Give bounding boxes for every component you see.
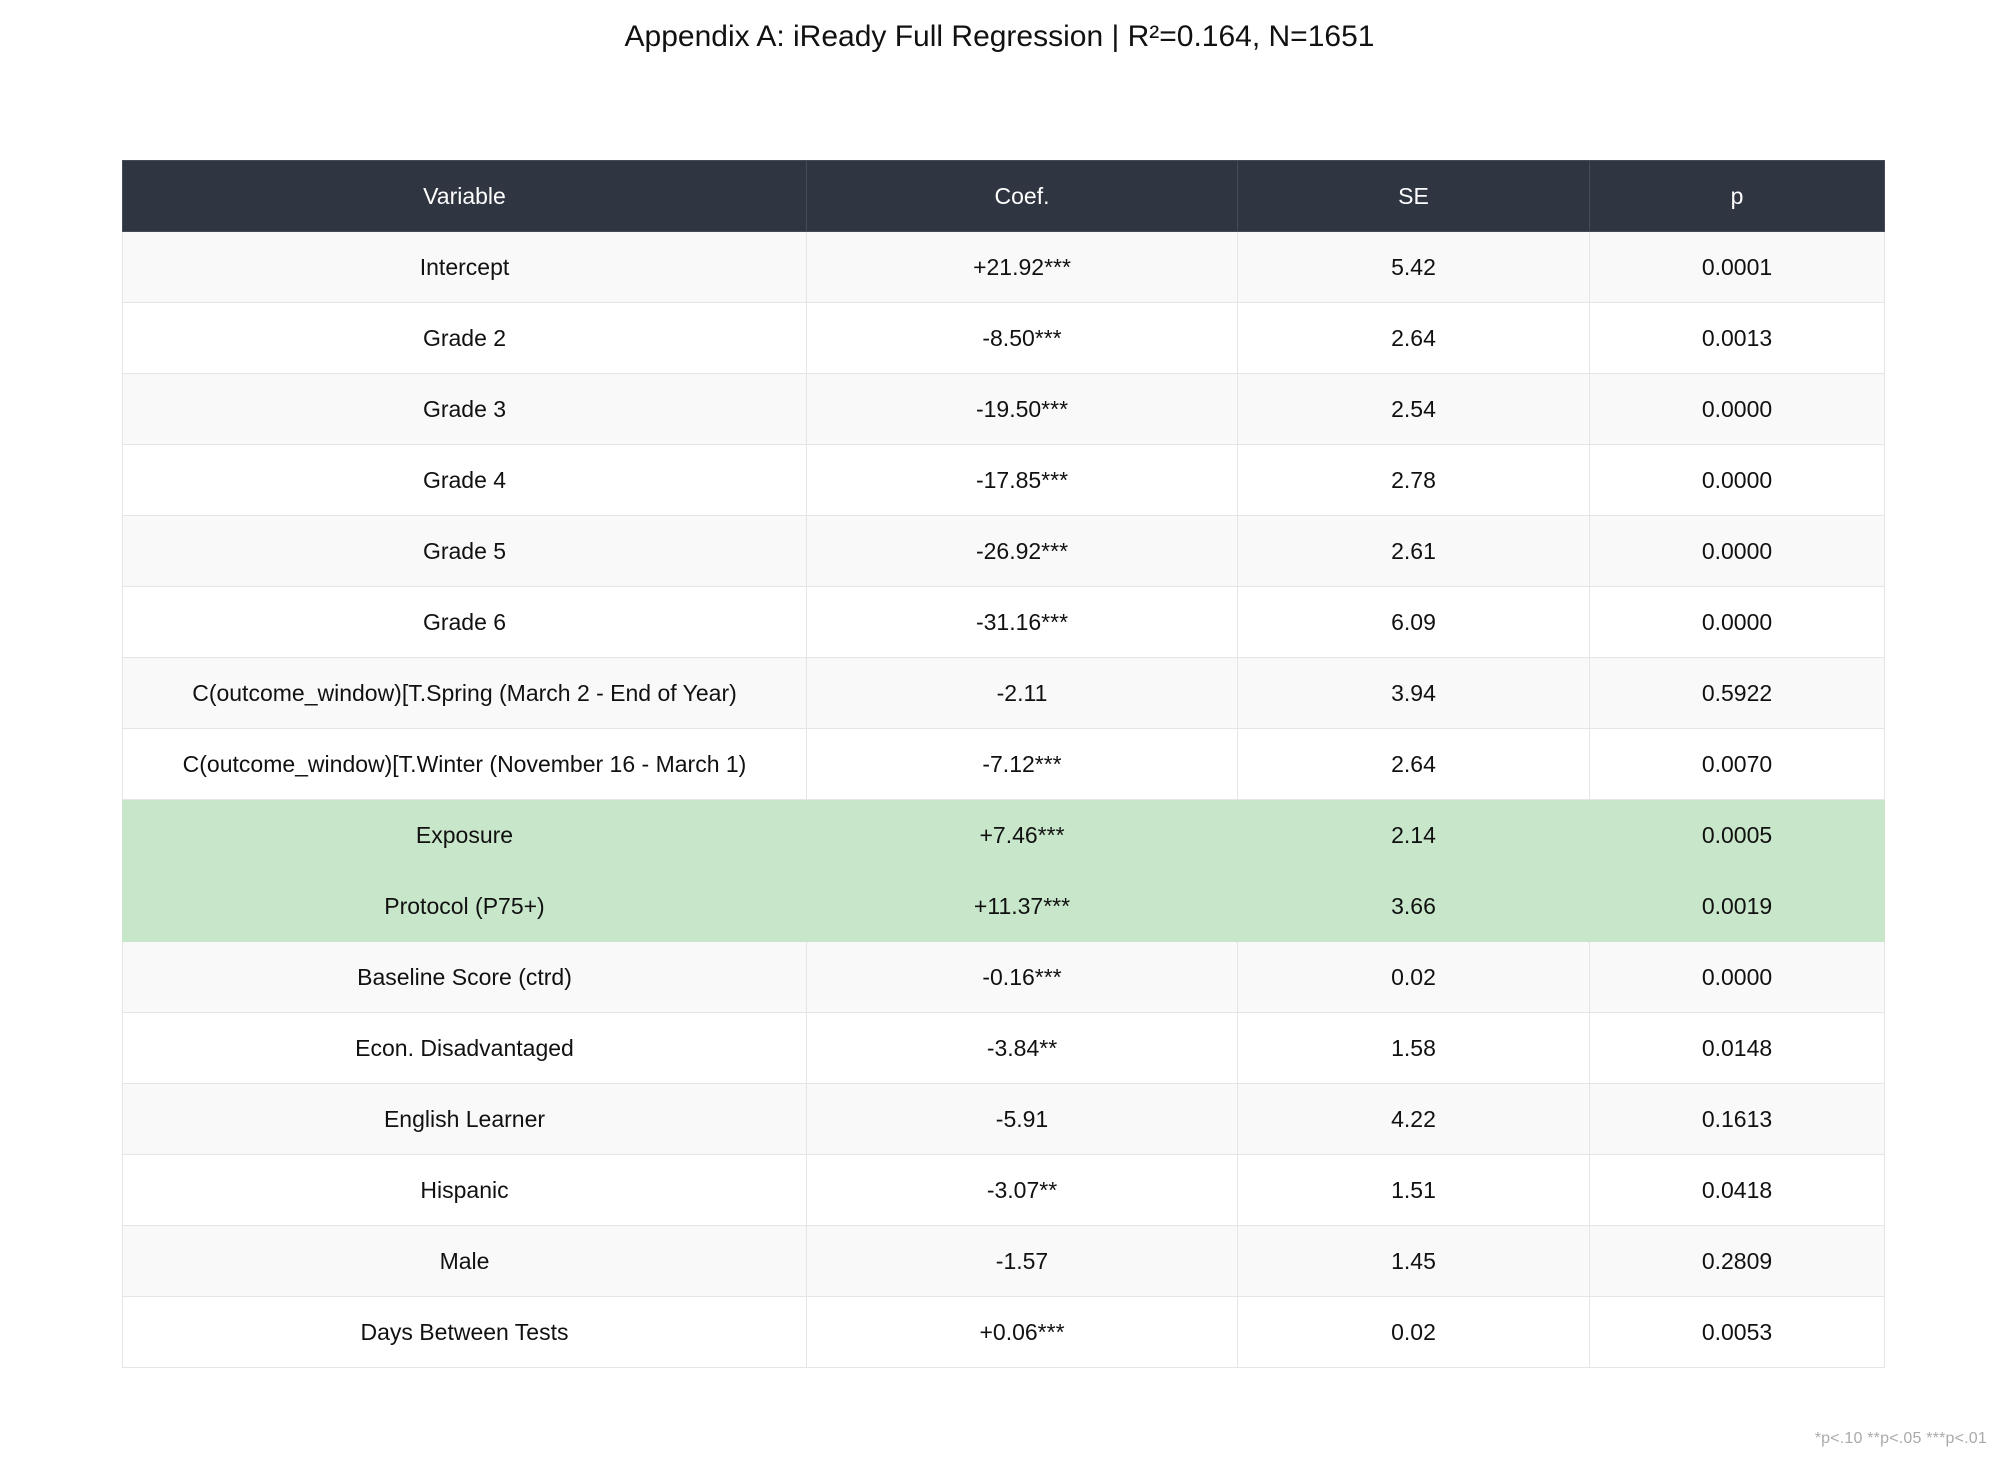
table-row [123, 445, 1885, 516]
cell-se: 1.51 [1238, 1155, 1590, 1226]
cell-p: 0.0001 [1590, 232, 1885, 303]
cell-variable: Protocol (P75+) [123, 871, 807, 942]
cell-variable: Econ. Disadvantaged [123, 1013, 807, 1084]
cell-coef: -19.50*** [807, 374, 1238, 445]
cell-variable: Hispanic [123, 1155, 807, 1226]
table-row [123, 374, 1885, 445]
cell-coef: +7.46*** [807, 800, 1238, 871]
cell-se: 2.78 [1238, 445, 1590, 516]
cell-coef: -5.91 [807, 1084, 1238, 1155]
significance-footnote: *p<.10 **p<.05 ***p<.01 [1814, 1430, 1987, 1447]
table-row [123, 1084, 1885, 1155]
chart-title: Appendix A: iReady Full Regression | R²=0.164, N=1651 [624, 20, 1375, 53]
cell-p: 0.0000 [1590, 587, 1885, 658]
cell-se: 2.54 [1238, 374, 1590, 445]
column-header-se: SE [1238, 161, 1590, 232]
regression-table [122, 160, 1885, 1368]
cell-variable: Grade 4 [123, 445, 807, 516]
cell-variable: Days Between Tests [123, 1297, 807, 1368]
cell-p: 0.0000 [1590, 516, 1885, 587]
cell-coef: -8.50*** [807, 303, 1238, 374]
cell-p: 0.0148 [1590, 1013, 1885, 1084]
cell-p: 0.0000 [1590, 445, 1885, 516]
cell-p: 0.1613 [1590, 1084, 1885, 1155]
cell-p: 0.0000 [1590, 942, 1885, 1013]
cell-p: 0.0070 [1590, 729, 1885, 800]
cell-variable: English Learner [123, 1084, 807, 1155]
column-header-variable: Variable [123, 161, 807, 232]
table-row [123, 587, 1885, 658]
cell-p: 0.0000 [1590, 374, 1885, 445]
regression-table-container [122, 160, 1884, 1368]
cell-variable: Exposure [123, 800, 807, 871]
cell-se: 2.64 [1238, 729, 1590, 800]
cell-se: 3.94 [1238, 658, 1590, 729]
cell-se: 1.58 [1238, 1013, 1590, 1084]
cell-coef: +21.92*** [807, 232, 1238, 303]
header-row [123, 161, 1885, 232]
cell-coef: -26.92*** [807, 516, 1238, 587]
table-row [123, 800, 1885, 871]
column-header-p: p [1590, 161, 1885, 232]
table-row [123, 303, 1885, 374]
table-row [123, 1297, 1885, 1368]
cell-p: 0.0019 [1590, 871, 1885, 942]
cell-variable: Grade 3 [123, 374, 807, 445]
table-row [123, 1013, 1885, 1084]
cell-coef: -0.16*** [807, 942, 1238, 1013]
cell-variable: C(outcome_window)[T.Winter (November 16 - March 1) [123, 729, 807, 800]
cell-se: 1.45 [1238, 1226, 1590, 1297]
cell-se: 4.22 [1238, 1084, 1590, 1155]
table-row [123, 942, 1885, 1013]
table-row [123, 516, 1885, 587]
cell-variable: Grade 5 [123, 516, 807, 587]
cell-variable: C(outcome_window)[T.Spring (March 2 - End of Year) [123, 658, 807, 729]
cell-coef: -17.85*** [807, 445, 1238, 516]
cell-variable: Grade 6 [123, 587, 807, 658]
cell-p: 0.5922 [1590, 658, 1885, 729]
cell-coef: -31.16*** [807, 587, 1238, 658]
table-row [123, 871, 1885, 942]
cell-p: 0.0005 [1590, 800, 1885, 871]
cell-coef: -3.84** [807, 1013, 1238, 1084]
table-row [123, 658, 1885, 729]
cell-coef: +11.37*** [807, 871, 1238, 942]
cell-coef: -2.11 [807, 658, 1238, 729]
cell-se: 2.61 [1238, 516, 1590, 587]
cell-se: 0.02 [1238, 942, 1590, 1013]
cell-p: 0.0013 [1590, 303, 1885, 374]
table-row [123, 1155, 1885, 1226]
table-row [123, 729, 1885, 800]
cell-p: 0.0053 [1590, 1297, 1885, 1368]
table-row [123, 1226, 1885, 1297]
table-row [123, 232, 1885, 303]
cell-p: 0.0418 [1590, 1155, 1885, 1226]
cell-p: 0.2809 [1590, 1226, 1885, 1297]
column-header-coef: Coef. [807, 161, 1238, 232]
cell-variable: Male [123, 1226, 807, 1297]
table-body [123, 232, 1885, 1368]
cell-se: 2.14 [1238, 800, 1590, 871]
cell-coef: +0.06*** [807, 1297, 1238, 1368]
cell-coef: -1.57 [807, 1226, 1238, 1297]
cell-se: 3.66 [1238, 871, 1590, 942]
cell-variable: Intercept [123, 232, 807, 303]
cell-coef: -7.12*** [807, 729, 1238, 800]
cell-se: 2.64 [1238, 303, 1590, 374]
cell-se: 5.42 [1238, 232, 1590, 303]
table-header [123, 161, 1885, 232]
cell-variable: Baseline Score (ctrd) [123, 942, 807, 1013]
cell-coef: -3.07** [807, 1155, 1238, 1226]
cell-se: 0.02 [1238, 1297, 1590, 1368]
cell-se: 6.09 [1238, 587, 1590, 658]
cell-variable: Grade 2 [123, 303, 807, 374]
